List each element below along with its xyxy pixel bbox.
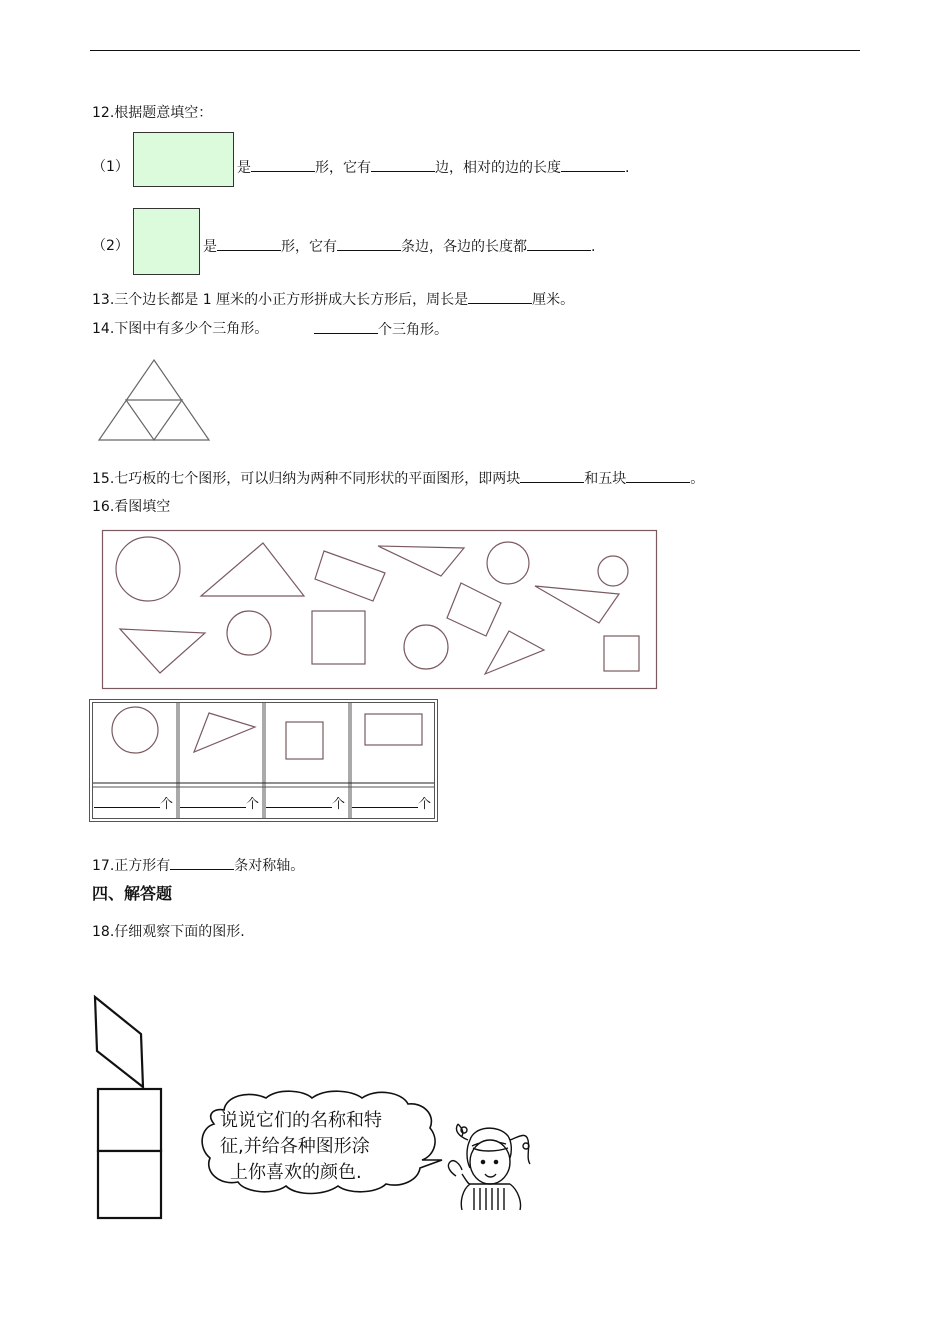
answer-blank[interactable] — [251, 157, 315, 172]
speech-bubble-text: 说说它们的名称和特 征,并给各种图形涂 上你喜欢的颜色. — [220, 1110, 382, 1183]
answer-blank[interactable] — [337, 236, 401, 251]
stacked-shapes-figure — [92, 994, 166, 1224]
triangle-shape — [194, 713, 255, 752]
answer-blank[interactable] — [170, 855, 234, 870]
circle-shape — [404, 625, 448, 669]
q12-title: 12.根据题意填空： — [92, 105, 213, 121]
circle-shape — [112, 707, 158, 753]
square-shape — [447, 583, 501, 636]
triangle-shape — [378, 546, 464, 576]
answer-blank[interactable] — [266, 793, 332, 808]
q14-answer: 个三角形。 — [314, 319, 448, 340]
square-shape — [604, 636, 639, 671]
circle-shape — [227, 611, 271, 655]
triangle-figure — [98, 359, 210, 441]
tally-cell-triangle: 个 — [180, 793, 259, 812]
answer-blank[interactable] — [371, 157, 435, 172]
answer-blank[interactable] — [352, 793, 418, 808]
circle-shape — [598, 556, 628, 586]
q17-text: 17.正方形有 条对称轴。 — [92, 855, 304, 876]
triangle-shape — [485, 631, 544, 674]
answer-blank[interactable] — [626, 468, 690, 483]
tally-cell-circle: 个 — [94, 793, 173, 812]
answer-blank[interactable] — [217, 236, 281, 251]
green-square-shape — [133, 208, 200, 275]
q12-item1-sentence: 是 形，它有 边，相对的边的长度 . — [237, 157, 629, 178]
shapes-frame — [102, 530, 658, 690]
tally-cell-square: 个 — [266, 793, 345, 812]
upper-square-shape — [98, 1089, 161, 1151]
q12-item2-number: （2） — [92, 238, 129, 254]
answer-blank[interactable] — [468, 289, 532, 304]
girl-cartoon — [440, 1118, 540, 1212]
q14-text: 14.下图中有多少个三角形。 — [92, 321, 269, 337]
q12-item2-sentence: 是 形，它有 条边，各边的长度都 . — [203, 236, 595, 257]
square-shape — [286, 722, 323, 759]
circle-shape — [487, 542, 529, 584]
q18-title: 18.仔细观察下面的图形. — [92, 924, 245, 940]
tally-cell-rectangle: 个 — [352, 793, 431, 812]
triangle-shape — [201, 543, 304, 596]
parallelogram-shape — [95, 997, 143, 1087]
green-rectangle-shape — [133, 132, 234, 187]
rectangle-shape — [365, 714, 422, 745]
square-shape — [312, 611, 365, 664]
triangle-shape — [120, 629, 205, 673]
answer-blank[interactable] — [561, 157, 625, 172]
answer-blank[interactable] — [314, 319, 378, 334]
rectangle-shape — [315, 551, 385, 601]
q13-text: 13.三个边长都是 1 厘米的小正方形拼成大长方形后，周长是 厘米。 — [92, 289, 574, 310]
triangle-shape — [535, 586, 619, 623]
q15-text: 15.七巧板的七个图形，可以归纳为两种不同形状的平面图形，即两块 和五块 。 — [92, 468, 704, 489]
q12-item1-number: （1） — [92, 159, 129, 175]
circle-shape — [116, 537, 180, 601]
answer-blank[interactable] — [527, 236, 591, 251]
section-heading: 四、解答题 — [92, 884, 173, 903]
answer-blank[interactable] — [520, 468, 584, 483]
header-rule — [90, 50, 860, 51]
answer-blank[interactable] — [94, 793, 160, 808]
lower-square-shape — [98, 1151, 161, 1218]
q16-title: 16.看图填空 — [92, 499, 171, 515]
answer-blank[interactable] — [180, 793, 246, 808]
frame-border — [103, 531, 657, 689]
